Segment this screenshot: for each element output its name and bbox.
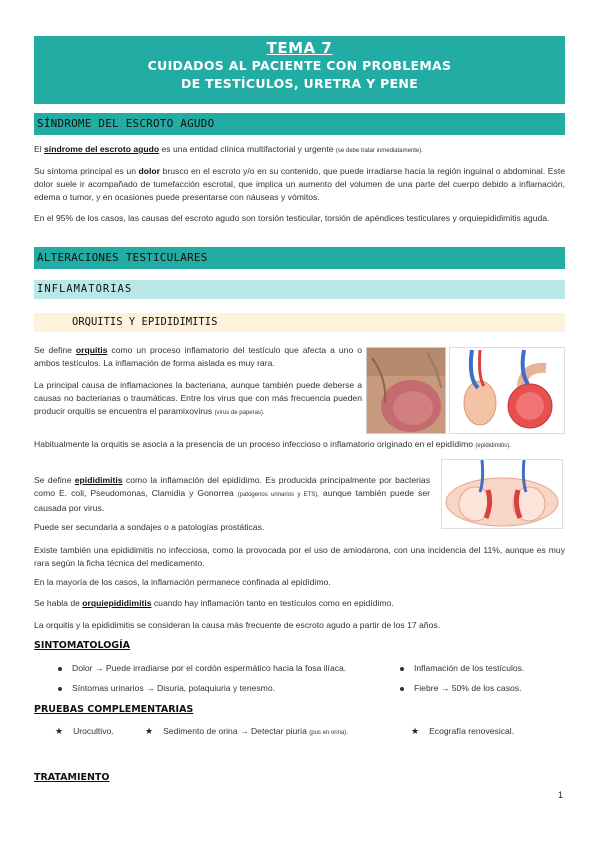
topic-subtitle-line2: DE TESTÍCULOS, URETRA Y PENE bbox=[180, 76, 419, 91]
paragraph: La principal causa de inflamaciones la bacteriana, aunque también puede deberse a causas no bacterianas o traumáticas. Entre los virus que con más frecuencia pueden producir orquitis se encuentra el paramixovirus (virus de paperas). bbox=[34, 380, 362, 416]
topic-title: TEMA 7 bbox=[266, 39, 333, 57]
key-term: orquiepididimitis bbox=[82, 598, 152, 608]
star-icon: ★ bbox=[411, 726, 420, 736]
paragraph: El síndrome del escroto agudo es una entidad clínica multifactorial y urgente (se debe tratar inmediatamente). bbox=[34, 144, 423, 154]
paragraph: Su síntoma principal es un dolor brusco en el escroto y/o en su contenido, que puede irradiarse hacia la región inguinal o abdominal. Este dolor suele ir acompañado de tumefacción escrotal, que implica un aumento del volumen de una parte del cuerpo debido a inflamación, edema o tumor, y en ocasiones puede presentarse con náuseas y vómitos. bbox=[34, 166, 565, 202]
epididymitis-illustration-graphic bbox=[442, 460, 562, 528]
star-icon: ★ bbox=[145, 726, 154, 736]
section-heading-text: ALTERACIONES TESTICULARES bbox=[37, 251, 208, 264]
paragraph: Puede ser secundaria a sondajes o a patologías prostáticas. bbox=[34, 522, 265, 532]
paragraph: Se define orquitis como un proceso inflamatorio del testículo que afecta a uno o ambos testículos. La inflamación de forma aislada es muy rara. bbox=[34, 345, 362, 368]
epididymitis-illustration bbox=[441, 459, 563, 529]
list-item: ★ Sedimento de orina → Detectar piuria (pus en orina). bbox=[145, 726, 348, 736]
subsection-heading-text: INFLAMATORIAS bbox=[37, 283, 133, 295]
orchitis-illustration bbox=[449, 347, 565, 434]
orchitis-illustration-graphic bbox=[450, 348, 564, 433]
bullet-icon bbox=[58, 667, 62, 671]
section-heading-alteraciones bbox=[34, 247, 565, 269]
key-term: orquitis bbox=[75, 345, 108, 355]
paragraph: Se habla de orquiepididimitis cuando hay inflamación tanto en testículos como en epidídimo. bbox=[34, 598, 394, 608]
paragraph: Habitualmente la orquitis se asocia a la presencia de un proceso infeccioso o inflamatorio originado en el epidídimo (epididimitis). bbox=[34, 439, 511, 449]
list-item: Síntomas urinarios → Disuria, polaquiuria y tenesmo. bbox=[58, 683, 275, 693]
bullet-icon bbox=[400, 687, 404, 691]
paragraph: Existe también una epididimitis no infecciosa, como la provocada por el uso de amiodarona, con una incidencia del 11%, aunque es muy rara según la ficha técnica del medicamento. bbox=[34, 545, 565, 568]
bullet-icon bbox=[400, 667, 404, 671]
paragraph: Se define epididimitis como la inflamación del epidídimo. Es producida principalmente por bacterias como E. coli, Pseudomonas, Clamidia y Gonorrea (patógenos urinarios y ETS), aunque también puede ser causada por virus. bbox=[34, 475, 431, 513]
orchitis-photo bbox=[366, 347, 446, 434]
subsection-heading-inflamatorias bbox=[34, 280, 565, 299]
list-item: Fiebre → 50% de los casos. bbox=[400, 683, 521, 693]
paragraph: En la mayoría de los casos, la inflamación permanece confinada al epidídimo. bbox=[34, 577, 331, 587]
paragraph: En el 95% de los casos, las causas del escroto agudo son torsión testicular, torsión de apéndices testiculares y orquiepididimitis aguda. bbox=[34, 213, 550, 223]
bullet-icon bbox=[58, 687, 62, 691]
page-number: 1 bbox=[558, 790, 564, 800]
section-heading-text: SÍNDROME DEL ESCROTO AGUDO bbox=[37, 117, 215, 130]
sintomatologia-heading: SINTOMATOLOGÍA bbox=[34, 640, 130, 651]
key-term: síndrome del escroto agudo bbox=[44, 144, 160, 154]
title-banner bbox=[34, 36, 565, 104]
key-term: dolor bbox=[138, 166, 161, 176]
orchitis-photo-graphic bbox=[367, 348, 445, 433]
topic-subtitle-line1: CUIDADOS AL PACIENTE CON PROBLEMAS bbox=[147, 58, 452, 73]
subsubsection-heading-text: ORQUITIS Y EPIDIDIMITIS bbox=[72, 316, 218, 328]
key-term: epididimitis bbox=[74, 475, 123, 485]
list-item: ★ Ecografía renovesical. bbox=[411, 726, 515, 736]
tratamiento-heading: TRATAMIENTO bbox=[34, 772, 110, 783]
pruebas-heading: PRUEBAS COMPLEMENTARIAS bbox=[34, 704, 194, 715]
star-icon: ★ bbox=[55, 726, 64, 736]
list-item: ★ Urocultivo. bbox=[55, 726, 114, 736]
list-item: Dolor → Puede irradiarse por el cordón espermático hacia la fosa ilíaca. bbox=[58, 663, 346, 673]
list-item: Inflamación de los testículos. bbox=[400, 663, 524, 673]
subsubsection-heading-orquitis bbox=[34, 313, 565, 332]
section-heading-escroto bbox=[34, 113, 565, 135]
paragraph: La orquitis y la epididimitis se consideran la causa más frecuente de escroto agudo a partir de los 17 años. bbox=[34, 620, 441, 630]
